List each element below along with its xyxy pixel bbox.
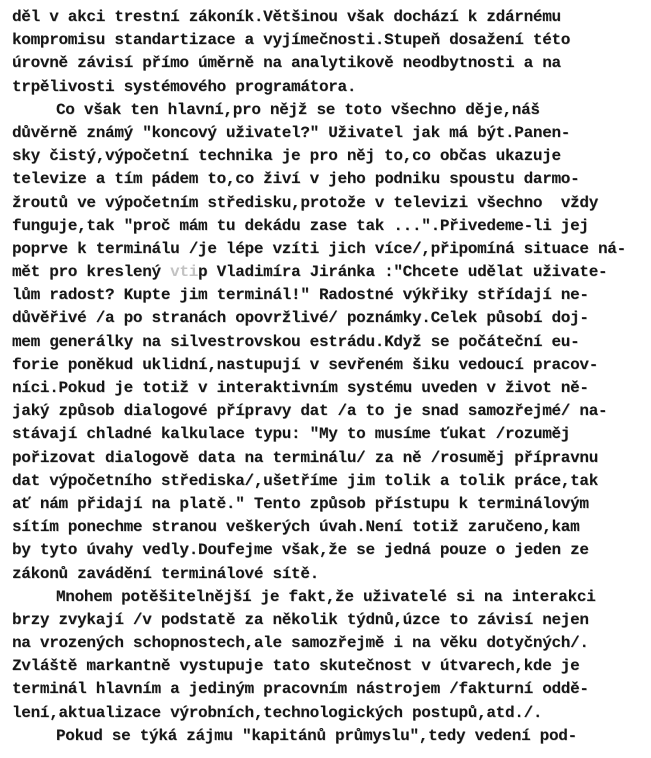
text-line: Pokud se týká zájmu "kapitánů průmyslu",tedy vedení pod-	[56, 726, 577, 745]
text-line: lům radost? Kupte jim terminál!" Radostné výkřiky střídají ne-	[12, 286, 589, 305]
text-line: Co však ten hlavní,pro nějž se toto všechno děje,náš	[56, 100, 540, 119]
text-line: jaký způsob dialogové přípravy dat /a to je snad samozřejmé/ na-	[12, 402, 608, 421]
text-line: kompromisu standartizace a vyjímečnosti.Stupeň dosažení této	[12, 31, 571, 50]
text-line	[12, 261, 647, 284]
text-line: sítím ponechme stranou veškerých úvah.Není totiž zaručeno,kam	[12, 518, 580, 537]
text-line: funguje,tak "proč mám tu dekádu zase tak ...".Přivedeme-li jej	[12, 216, 589, 235]
text-line: lení,aktualizace výrobních,technologických postupů,atd./.	[12, 703, 543, 722]
text-line: sky čistý,výpočetní technika je pro něj to,co občas ukazuje	[12, 147, 561, 166]
text-line: poprve k terminálu /je lépe vzíti jich více/,připomíná situace ná-	[12, 239, 626, 258]
text-line: ať nám přidají na platě." Tento způsob přístupu k terminálovým	[12, 494, 589, 513]
text-line: níci.Pokud je totiž v interaktivním systému uveden v život ně-	[12, 379, 589, 397]
text-line: zákonů zavádění terminálové sítě.	[12, 564, 319, 583]
text-line: děl v akci trestní zákoník.Většinou však dochází k zdárnému	[12, 8, 561, 26]
text-line: televize a tím pádem to,co živí v jeho podniku spoustu darmo-	[12, 170, 580, 189]
text-line: stávají chladné kalkulace typu: "My to musíme ťukat /rozuměj	[12, 425, 571, 444]
text-line: terminál hlavním a jediným pracovním nástrojem /fakturní oddě-	[12, 680, 589, 699]
text-line: Mnohem potěšitelnější je fakt,že uživatelé si na interakci	[56, 587, 596, 606]
text-line: žroutů ve výpočetním středisku,protože v televizi všechno vždy	[12, 193, 598, 212]
text-line: forie poněkud uklidní,nastupují v sevřeném šiku vedoucí pracov-	[12, 355, 598, 374]
text-line: by tyto úvahy vedly.Doufejme však,že se jedná pouze o jeden ze	[12, 541, 589, 560]
text-segment: p Vladimíra Jiránka :"Chcete udělat uživate-	[198, 263, 608, 282]
text-line: dat výpočetního střediska/,ušetříme jim tolik a tolik práce,tak	[12, 471, 598, 490]
text-line: Zvláště markantně vystupuje tato skutečnost v útvarech,kde je	[12, 657, 580, 676]
text-line: důvěřivé /a po stranách opovržlivé/ poznámky.Celek působí doj-	[12, 309, 589, 328]
text-line: úrovně závisí přímo úměrně na analytikově neodbytnosti a na	[12, 54, 561, 73]
text-line: mem generálky na silvestrovskou estrádu.Když se počáteční eu-	[12, 332, 580, 351]
text-line: pořizovat dialogově data na terminálu/ za ně /rosuměj přípravnu	[12, 448, 598, 467]
document-body	[12, 6, 647, 748]
text-segment: mět pro kreslený	[12, 263, 171, 282]
text-line: trpělivosti systémového programátora.	[12, 77, 357, 96]
text-line: brzy zvykají /v podstatě za několik týdnů,úzce to závisí nejen	[12, 610, 589, 629]
faded-word: vti	[170, 263, 199, 282]
text-line: důvěrně známý "koncový uživatel?" Uživatel jak má být.Panen-	[12, 123, 571, 142]
text-line: na vrozených schopnostech,ale samozřejmě i na věku dotyčných/.	[12, 634, 589, 653]
